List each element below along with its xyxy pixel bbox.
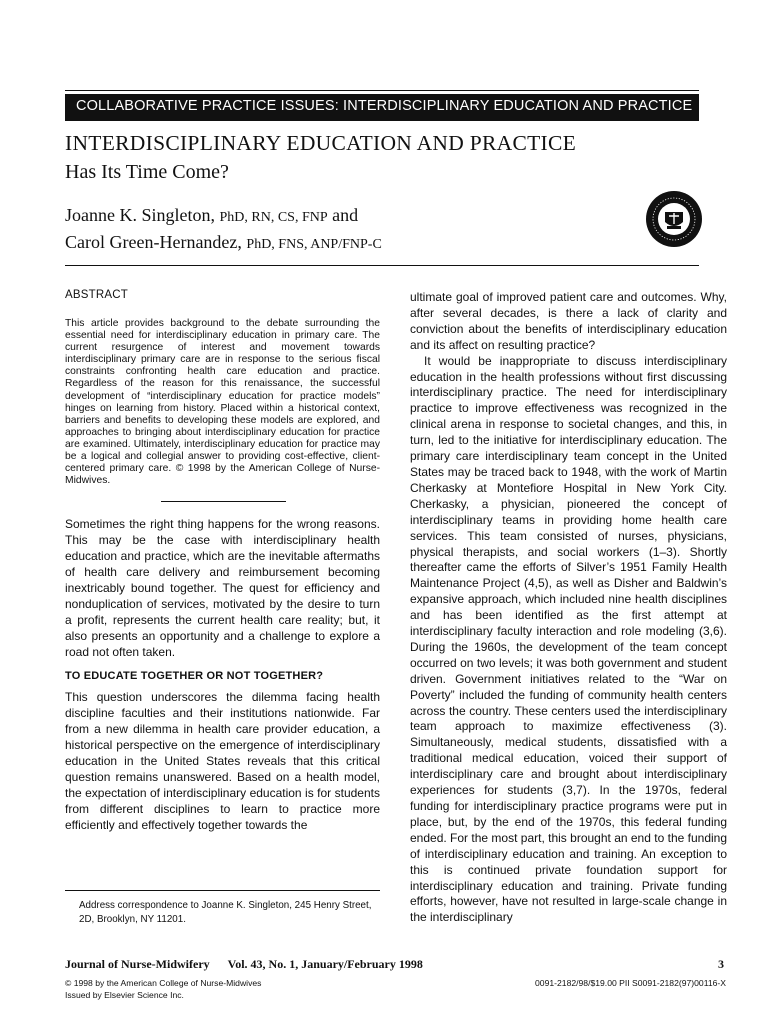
journal-citation (65, 957, 423, 972)
correspondence-footnote: Address correspondence to Joanne K. Singleton, 245 Henry Street, 2D, Brooklyn, NY 11201. (79, 900, 372, 925)
left-column (65, 289, 380, 834)
body-paragraph: ultimate goal of improved patient care and outcomes. Why, after several decades, is there a lack of clarity and conviction about the benefits of interdisciplinary education and its affect on resulting practice? (410, 290, 727, 352)
header-rule (65, 265, 699, 266)
copyright-line: © 1998 by the American College of Nurse-Midwives (65, 978, 262, 988)
author-credentials: PhD, RN, CS, FNP (219, 210, 328, 225)
abstract-text: This article provides background to the debate surrounding the essential need for interdisciplinary education in primary care. The current resurgence of interest and movement towards interdisciplinary primary care are in response to the serious fiscal constraints confronting health care education and practice. Regardless of the reason for this renaissance, the successful development of “interdisciplinary education for practice models” hinges on learning from history. Placed within a historical context, barriers and benefits to developing these models are explored, and approaches to bringing about interdisciplinary education for practice are examined. Ultimately, interdisciplinary education for practice may be a logical and collegial answer to providing cost-effective, client-centered primary care. © 1998 by the American College of Nurse-Midwives. (65, 318, 380, 487)
footnote-rule (65, 890, 380, 891)
pii-identifier: 0091-2182/98/$19.00 PII S0091-2182(97)00116-X (535, 978, 726, 988)
journal-name: Journal of Nurse-Midwifery (65, 957, 210, 971)
copyright-notice (65, 978, 261, 1001)
page-number: 3 (718, 957, 724, 971)
body-paragraph: It would be inappropriate to discuss interdisciplinary education in the health professions without first discussing interdisciplinary practice. The need for interdisciplinary practice to improve effectiveness was recognized in the clinical arena in response to societal changes, and this, in turn, led to the initiative for interdisciplinary education. The primary care interdisciplinary team concept in the United States may be traced back to 1948, with the work of Martin Cherkasky at Montefiore Hospital in New York City. Cherkasky, a physician, pioneered the concept of interdisciplinary teams in providing home health care services. This team consisted of nurses, physicians, physical therapists, and social workers (1–3). Shortly thereafter came the efforts of Silver’s 1951 Family Health Maintenance Project (4,5), as well as Disher and Baldwin’s expansive approach, which included nine health disciplines and has been identified as the first attempt at interdisciplinary faculty interaction and role modeling (3,6). During the 1960s, the development of the team concept occurred on two levels; it was both government and student driven. Government initiatives related to the “War on Poverty” included the funding of community health centers across the country. These centers used the interdisciplinary team approach to maximize effectiveness (3). Simultaneously, medical students, dissatisfied with a traditional medical education, voiced their support of interdisciplinary care and brought about interdisciplinary experiences for students (3,7). In the 1970s, federal funding for interdisciplinary practice programs were put in place, but, by the end of the 1970s, this federal funding ended. For the most part, this brought an end to the funding of interdisciplinary education and training. An exception to this is continued private foundation support for interdisciplinary education and training. Private funding efforts, however, have not resulted in large-scale change in the interdisciplinary (410, 353, 727, 925)
author-credentials: PhD, FNS, ANP/FNP-C (246, 237, 382, 252)
journal-seal-icon (645, 190, 703, 248)
banner-top-rule (65, 90, 699, 91)
abstract-heading: ABSTRACT (65, 289, 128, 301)
right-column (410, 290, 727, 926)
article-title: INTERDISCIPLINARY EDUCATION AND PRACTICE (65, 131, 577, 155)
article-subtitle: Has Its Time Come? (65, 161, 229, 183)
banner-text: COLLABORATIVE PRACTICE ISSUES: INTERDISCIPLINARY EDUCATION AND PRACTICE (76, 98, 693, 114)
journal-volume: Vol. 43, No. 1, January/February 1998 (227, 957, 423, 971)
author-name: Carol Green-Hernandez, (65, 232, 242, 252)
section-heading: TO EDUCATE TOGETHER OR NOT TOGETHER? (65, 670, 324, 683)
author-line-2 (65, 232, 382, 253)
publisher-line: Issued by Elsevier Science Inc. (65, 989, 184, 1000)
body-paragraph: This question underscores the dilemma facing health discipline faculties and their institutions nationwide. Far from a new dilemma in health care provider education, a historical perspective on the emergence of interdisciplinary education in the United States reveals that this critical question remains unanswered. Based on a health model, the expectation of interdisciplinary education is for students from different disciplines to learn to practice more efficiently and effectively together towards the (65, 690, 380, 832)
author-name: Joanne K. Singleton, (65, 205, 215, 225)
intro-paragraph: Sometimes the right thing happens for the wrong reasons. This may be the case with interdisciplinary health education and practice, which are the inevitable aftermaths of health care delivery and reimbursement becoming inextricably bound together. The quest for efficiency and nonduplication of services, motivated by the desire to turn a profit, represents the current health care reality; but, it also presents an opportunity and a challenge to explore a road not often taken. (65, 517, 380, 659)
author-line-1 (65, 205, 358, 226)
section-banner (65, 94, 699, 121)
author-conjunction: and (327, 205, 359, 225)
abstract-divider (161, 501, 286, 502)
